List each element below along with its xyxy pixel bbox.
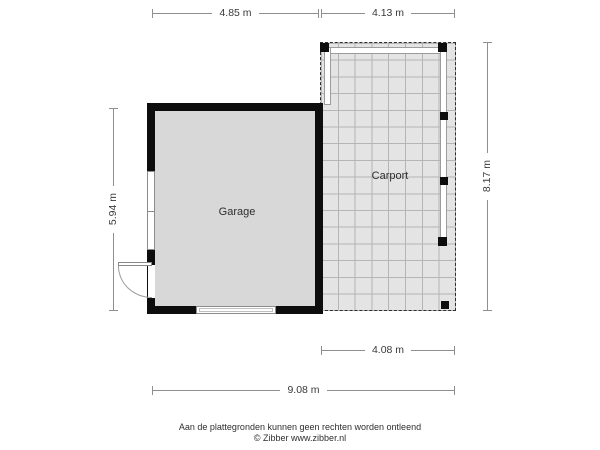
carport-post bbox=[320, 43, 329, 52]
dimension-line bbox=[113, 109, 114, 186]
garage-room-label: Garage bbox=[218, 206, 256, 218]
dimension-bottom-carport bbox=[321, 343, 455, 357]
footer-credit: © Zibber www.zibber.nl bbox=[253, 433, 347, 443]
carport-post bbox=[438, 237, 447, 246]
door-leaf bbox=[118, 262, 152, 266]
dimension-right-carport bbox=[480, 42, 494, 311]
dimension-line bbox=[153, 13, 212, 14]
carport-post bbox=[441, 301, 449, 309]
dimension-line bbox=[487, 43, 488, 153]
dimension-line bbox=[322, 350, 365, 351]
carport-room-label: Carport bbox=[371, 170, 409, 182]
dimension-label-right-carport: 8.17 m bbox=[481, 160, 493, 193]
carport-beam-top bbox=[324, 47, 447, 54]
carport-post bbox=[440, 112, 448, 120]
dimension-line bbox=[259, 13, 318, 14]
dimension-label-bottom-carport: 4.08 m bbox=[371, 344, 405, 356]
carport-post bbox=[440, 177, 448, 185]
dimension-line bbox=[327, 390, 454, 391]
dimension-line bbox=[322, 13, 365, 14]
footer-disclaimer: Aan de plattegronden kunnen geen rechten worden ontleend bbox=[178, 422, 422, 432]
dimension-tick bbox=[483, 310, 492, 311]
dimension-left-garage bbox=[106, 108, 120, 311]
carport-beam-right bbox=[440, 47, 447, 244]
dimension-tick bbox=[318, 9, 319, 18]
dimension-line bbox=[411, 13, 454, 14]
dimension-top-garage bbox=[152, 6, 319, 20]
dimension-tick bbox=[454, 346, 455, 355]
dimension-top-carport bbox=[321, 6, 455, 20]
dimension-line bbox=[487, 200, 488, 310]
dimension-line bbox=[411, 350, 454, 351]
dimension-label-left-garage: 5.94 m bbox=[107, 193, 119, 226]
footer bbox=[0, 422, 600, 444]
window-bottom-wall bbox=[196, 306, 276, 314]
window-divider bbox=[148, 211, 154, 212]
dimension-label-top-garage: 4.85 m bbox=[219, 7, 252, 19]
window-left-wall bbox=[147, 171, 155, 250]
dimension-label-top-carport: 4.13 m bbox=[371, 7, 405, 19]
dimension-tick bbox=[454, 9, 455, 18]
dimension-line bbox=[113, 233, 114, 310]
dimension-bottom-total bbox=[152, 383, 455, 397]
dimension-line bbox=[153, 390, 280, 391]
carport-post bbox=[438, 43, 447, 52]
carport-beam-left bbox=[324, 47, 331, 105]
window-pane bbox=[199, 308, 273, 312]
dimension-tick bbox=[454, 386, 455, 395]
door-swing-arc bbox=[118, 266, 152, 298]
dimension-tick bbox=[109, 310, 118, 311]
dimension-label-bottom-total: 9.08 m bbox=[287, 384, 320, 396]
